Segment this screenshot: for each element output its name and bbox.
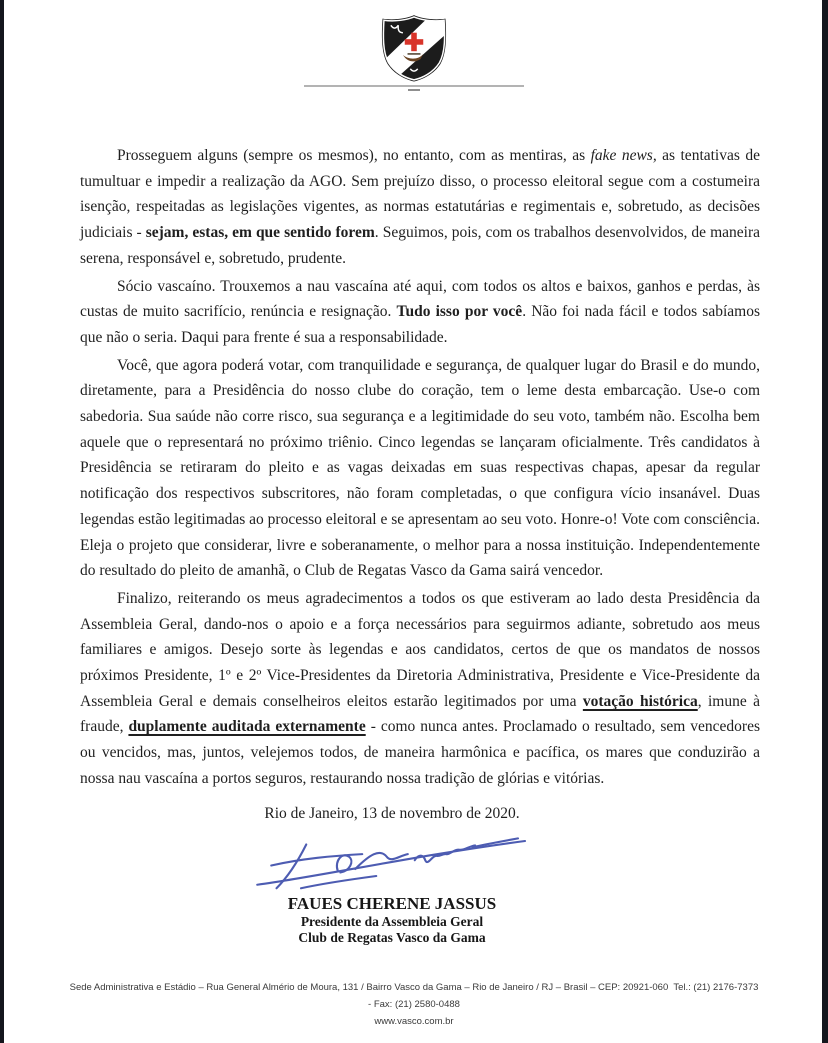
- header-rule-tick: [408, 89, 420, 91]
- letter-paragraph-1: [80, 143, 760, 272]
- letter-paragraph-3: [80, 353, 760, 584]
- letter-paragraph-4: [80, 586, 760, 792]
- vasco-da-gama-crest-icon: [377, 13, 451, 82]
- text-run: . Não foi nada fácil e todos sabíamos que não o seria. Daqui para frente é sua a responsabilidade.: [80, 303, 760, 346]
- footer-fax-line: - Fax: (21) 2580-0488: [368, 999, 460, 1010]
- handwritten-signature-icon: [242, 834, 542, 890]
- letter-paragraph-2: [80, 274, 760, 351]
- text-run: . Seguimos, pois, com os trabalhos desenvolvidos, de maneira serena, responsável e, sobretudo, prudente.: [80, 224, 760, 267]
- signer-organization: Club de Regatas Vasco da Gama: [298, 930, 486, 946]
- letter-body: [80, 143, 760, 946]
- text-run-bold-underline: votação histórica: [582, 692, 698, 710]
- closing-block: [52, 801, 732, 947]
- date-line: Rio de Janeiro, 13 de novembro de 2020.: [264, 804, 520, 822]
- text-run: Finalizo, reiterando os meus agradecimentos a todos os que estiveram ao lado desta Presidência da Assembleia Geral, dando-nos o apoio e a força necessários para seguirmos adiante, sobretudo aos meus familiares e amigos. Desejo sorte às legendas e aos candidatos, certos de que os mandatos de nossos próximos Presidente, 1º e 2º Vice-Presidentes da Diretoria Administrativa, Presidente e Vice-Presidente da Assembleia Geral e demais conselheiros eleitos estarão legitimados por uma: [80, 589, 760, 710]
- text-run: as tentativas de tumultuar e impedir a realização da AGO. Sem prejuízo disso, o processo eleitoral segue com a costumeira isenção, respeitadas as legislações vigentes, as normas estatutárias e regimentais e, sobretudo, as decisões judiciais -: [80, 147, 760, 242]
- text-run-italic: fake news,: [590, 147, 657, 164]
- footer-website: www.vasco.com.br: [374, 1016, 454, 1027]
- text-run: - como nunca antes. Proclamado o resultado, sem vencedores ou vencidos, mas, juntos, velejemos todos, de maneira harmônica e pacífica, os mares que conduzirão a nossa nau vascaína a portos seguros, restaurando nossa tradição de glórias e vitórias.: [80, 718, 760, 787]
- footer-address-line: Sede Administrativa e Estádio – Rua General Almério de Moura, 131 / Bairro Vasco da Gama – Rio de Janeiro / RJ – Brasil – CEP: 20921-060 Tel.: (21) 2176-7373: [69, 982, 759, 993]
- signer-title: Presidente da Assembleia Geral: [300, 914, 484, 930]
- text-run: Você, que agora poderá votar, com tranquilidade e segurança, de qualquer lugar do Brasil e do mundo, diretamente, para a Presidência do nosso clube do coração, tem o leme desta embarcação. Use-o com sabedoria. Sua saúde não corre risco, sua segurança e a legitimidade do seu voto, também não. Escolha bem aquele que o representará no próximo triênio. Cinco legendas se lançaram oficialmente. Três candidatos à Presidência se retiraram do pleito e as vagas deixadas em suas respectivas chapas, apesar da regular notificação dos respectivos subscritores, não foram completadas, o que configura vício insanável. Duas legendas estão legitimadas ao processo eleitoral e se apresentam ao seu voto. Honre-o! Vote com consciência. Eleja o projeto que considerar, livre e soberanamente, o melhor para a nossa instituição. Independentemente do resultado do pleito de amanhã, o Club de Regatas Vasco da Gama sairá vencedor.: [80, 356, 760, 580]
- signer-name: FAUES CHERENE JASSUS: [287, 894, 497, 914]
- text-run-bold: sejam, estas, em que sentido forem: [145, 224, 375, 242]
- letterhead-footer: [0, 979, 828, 1030]
- text-run-bold: Tudo isso por você: [396, 303, 523, 321]
- text-run: Prosseguem alguns (sempre os mesmos), no entanto, com as mentiras, as: [117, 147, 591, 164]
- screen-edge-right: [822, 0, 828, 1043]
- header-rule: [304, 85, 524, 87]
- text-run-bold-underline: duplamente auditada externamente: [128, 718, 366, 736]
- screen-edge-left: [0, 0, 4, 1043]
- text-run: Sócio vascaíno. Trouxemos a nau vascaína até aqui, com todos os altos e baixos, ganhos e perdas, às custas de muito sacrifício, renúncia e resignação.: [80, 277, 760, 321]
- letterhead-header: [0, 0, 828, 91]
- text-run: , imune à fraude,: [80, 692, 760, 736]
